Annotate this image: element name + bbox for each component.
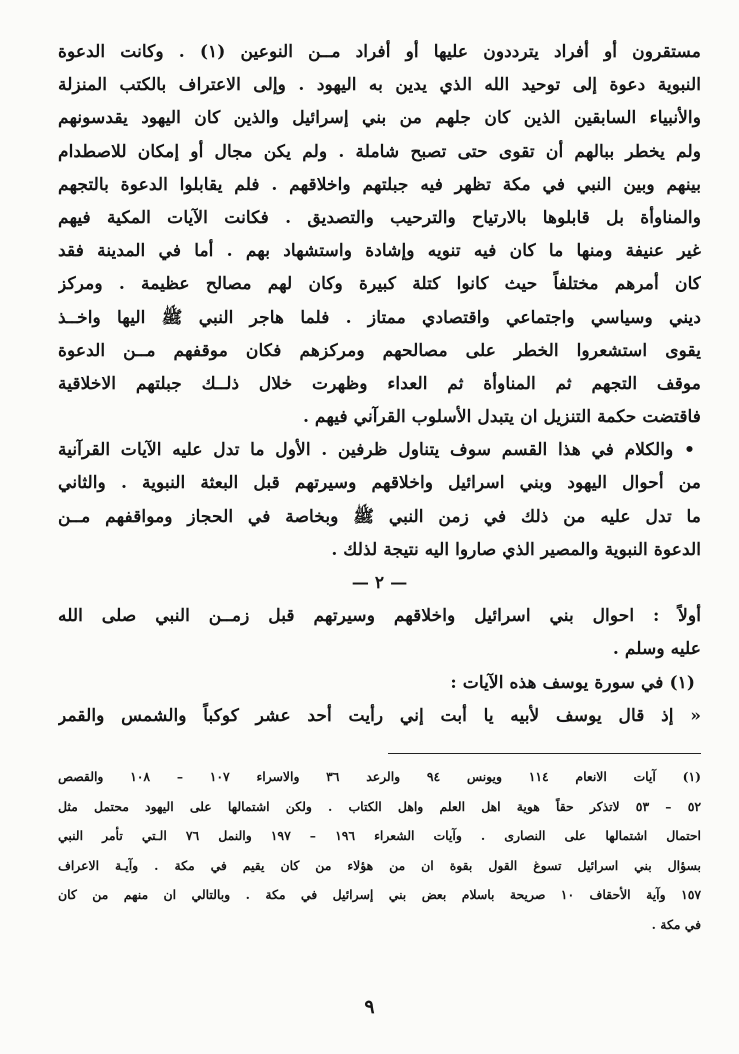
body-line: فاقتضت حكمة التنزيل ان يتبدل الأسلوب القرآني فيهم . xyxy=(302,407,701,428)
body-line: ديني وسياسي واجتماعي واقتصادي ممتاز . فلما هاجر النبي ﷺ اليها واخــذ xyxy=(58,307,701,328)
footnote-line: ١٥٧ وآية الأحقاف ١٠ صريحة باسلام بعض بني إسرائيل في مكة . وبالتالي ان منهم من كان xyxy=(58,887,701,903)
body-line: الدعوة النبوية والمصير الذي صاروا اليه نتيجة لذلك . xyxy=(331,539,701,560)
quran-quote-line: « إذ قال يوسف لأبيه يا أبت إني رأيت أحد عشر كوكباً والشمس والقمر xyxy=(58,705,701,726)
footnote-line: بسؤال بني اسرائيل تسوغ القول بقوة ان من هؤلاء من كان يقيم في مكة . وآيـة الاعراف xyxy=(58,857,701,873)
footnote-line: في مكة . xyxy=(651,916,701,932)
section-heading: أولاً : احوال بني اسرائيل واخلاقهم وسيرتهم قبل زمــن النبي صلى الله xyxy=(58,606,701,627)
footnotes xyxy=(58,762,701,940)
subheading: (١) في سورة يوسف هذه الآيات : xyxy=(450,672,695,693)
body-line: غير عنيفة ومنها ما كان فيه تنويه وإشادة واستشهاد بهم . أما في المدينة فقد xyxy=(58,241,701,262)
page-number: ٩ xyxy=(364,996,375,1018)
body-line: ما تدل عليه من ذلك في زمن النبي ﷺ وبخاصة في الحجاز ومواقفهم مــن xyxy=(58,506,701,527)
footnote-line: ٥٢ – ٥٣ لاتذكر حقاً هوية اهل العلم واهل الكتاب . ولكن اشتمالها على اليهود محتمل مثل xyxy=(58,798,701,814)
body-line: بينهم وبين النبي في مكة تظهر فيه جبلتهم واخلاقهم . فلم يقابلوا الدعوة بالتجهم xyxy=(58,174,701,195)
footnote-line: (١) آيات الانعام ١١٤ ويونس ٩٤ والرعد ٣٦ والاسراء ١٠٧ – ١٠٨ والقصص xyxy=(58,769,701,784)
section-number: — ٢ — xyxy=(351,573,408,593)
body-line: والأنبياء السابقين الذين كان جلهم من بني إسرائيل والذين كان اليهود يقدسونهم xyxy=(58,108,701,129)
body-line: من أحوال اليهود وبني اسرائيل واخلاقهم وسيرتهم قبل البعثة النبوية . والثاني xyxy=(58,473,701,494)
body-text xyxy=(58,36,701,733)
body-line: موقف التجهم ثم المناوأة ثم العداء وظهرت خلال ذلــك جبلتهم الاخلاقية xyxy=(58,373,701,394)
section-heading-continued: عليه وسلم . xyxy=(612,639,701,660)
body-line: يقوى استشعروا الخطر على مصالحهم ومركزهم فكان موقفهم مــن الدعوة xyxy=(58,340,701,361)
body-line: كان أمرهم مختلفاً حيث كانوا كتلة كبيرة وكان لهم مصالح عظيمة . ومركز xyxy=(58,274,701,295)
body-line: النبوية دعوة إلى توحيد الله الذي يدين به اليهود . وإلى الاعتراف بالكتب المنزلة xyxy=(58,75,701,96)
body-line: مستقرون أو أفراد يترددون عليها أو أفراد مــن النوعين (١) . وكانت الدعوة xyxy=(58,42,701,62)
body-line: والمناوأة بل قابلوها بالارتياح والترحيب والتصديق . فكانت الآيات المكية فيهم xyxy=(58,207,701,228)
footnote-line: احتمال اشتمالها على النصارى . وآيات الشعراء ١٩٦ – ١٩٧ والنمل ٧٦ الـتي تأمر النبي xyxy=(58,828,701,844)
footnote-divider xyxy=(388,753,701,754)
body-line: • والكلام في هذا القسم سوف يتناول ظرفين . الأول ما تدل عليه الآيات القرآنية xyxy=(58,440,695,461)
body-line: ولم يخطر ببالهم أن تقوى حتى تصبح شاملة . ولم يكن مجال أو إمكان للاصطدام xyxy=(58,141,701,162)
